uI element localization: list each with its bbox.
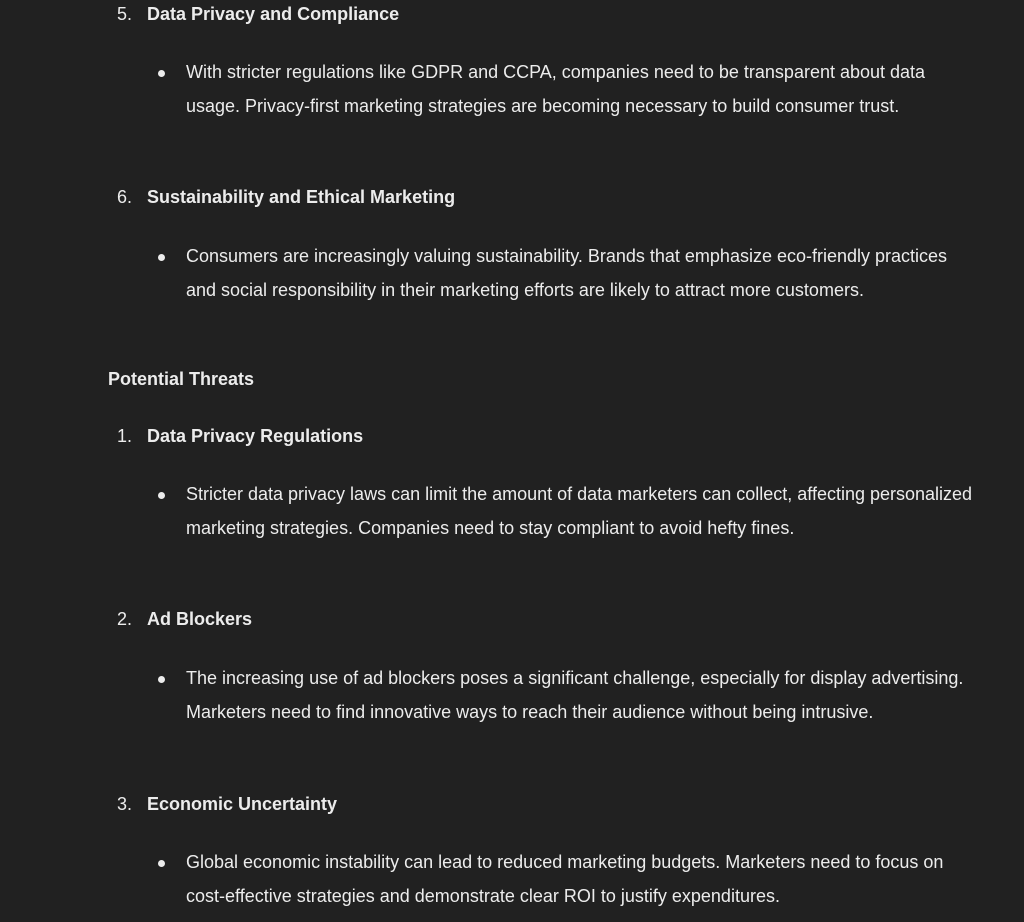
list-item	[0, 2, 1024, 26]
bullet-text: The increasing use of ad blockers poses a significant challenge, especially for display advertising. Marketers need to find innovative ways to reach their audience without being intrusive.	[186, 668, 964, 722]
list-item	[0, 792, 1024, 816]
section-heading: Potential Threats	[108, 369, 255, 389]
list-item-title: Ad Blockers	[147, 609, 253, 629]
bullet-text: Consumers are increasingly valuing sustainability. Brands that emphasize eco-friendly practices and social responsibility in their marketing efforts are likely to attract more customers.	[186, 246, 948, 300]
list-item	[0, 185, 1024, 209]
list-item-title: Sustainability and Ethical Marketing	[147, 187, 456, 207]
list-item-title: Economic Uncertainty	[147, 794, 338, 814]
bullet-text: Global economic instability can lead to reduced marketing budgets. Marketers need to focus on cost-effective strategies and demonstrate clear ROI to justify expenditures.	[186, 852, 944, 906]
list-number: 2.	[117, 609, 133, 629]
list-item-title: Data Privacy and Compliance	[147, 4, 400, 24]
bullet-text: With stricter regulations like GDPR and CCPA, companies need to be transparent about data usage. Privacy-first marketing strategies are becoming necessary to build consumer trust.	[186, 62, 926, 116]
list-item	[0, 607, 1024, 631]
bullet-icon	[158, 254, 165, 261]
bullet-icon	[158, 676, 165, 683]
bullet-icon	[158, 492, 165, 499]
list-item	[0, 424, 1024, 448]
list-item-title: Data Privacy Regulations	[147, 426, 364, 446]
list-number: 1.	[117, 426, 133, 446]
bullet-text: Stricter data privacy laws can limit the amount of data marketers can collect, affecting personalized marketing strategies. Companies need to stay compliant to avoid hefty fines.	[186, 484, 973, 538]
list-number: 6.	[117, 187, 133, 207]
list-number: 3.	[117, 794, 133, 814]
list-number: 5.	[117, 4, 133, 24]
bullet-icon	[158, 860, 165, 867]
bullet-icon	[158, 70, 165, 77]
